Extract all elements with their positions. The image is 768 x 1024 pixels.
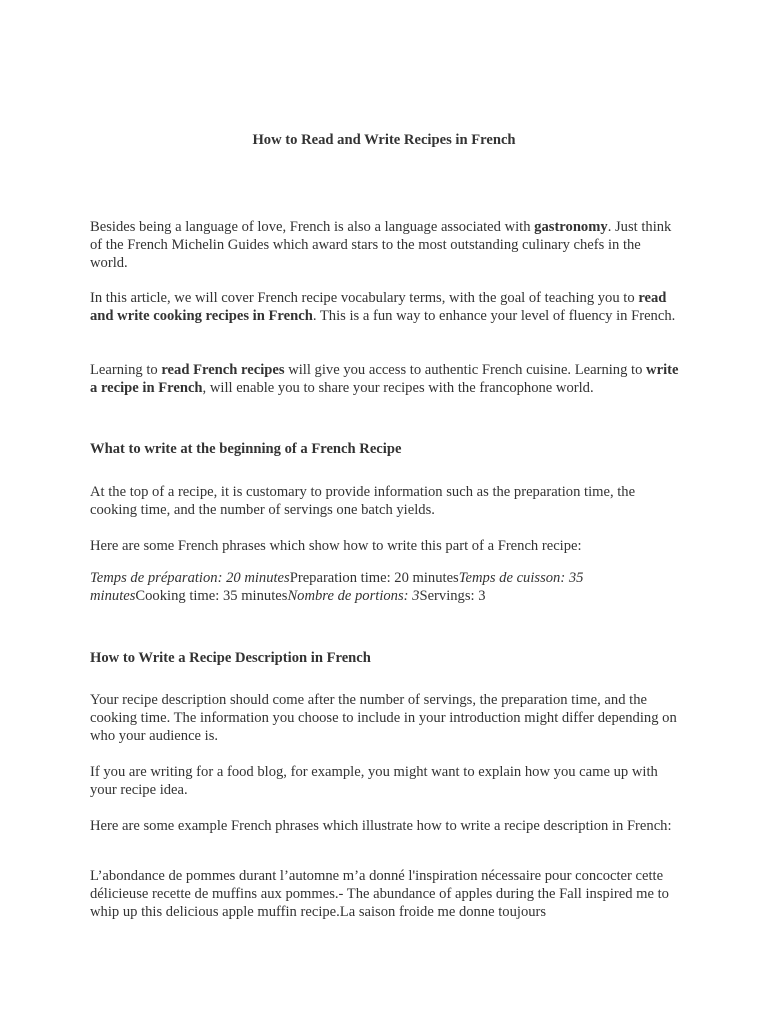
- document-title: How to Read and Write Recipes in French: [252, 132, 516, 148]
- intro-paragraph-3: [90, 361, 682, 397]
- text-run: . Just think of the French Michelin Guides which award stars to the most outstanding culinary chefs in the world.: [90, 219, 672, 271]
- text-run: will give you access to authentic French cuisine. Learning to: [284, 362, 647, 378]
- phrase-cook-english: Cooking time: 35 minutes: [135, 588, 288, 604]
- section2-paragraph-4: L’abondance de pommes durant l’automne m’a donné l'inspiration nécessaire pour concocter cette délicieuse recette de muffins aux pommes.- The abundance of apples during the Fall inspired me to whip up this delicious apple muffin recipe.La saison froide me donne toujours: [90, 868, 669, 920]
- section2-paragraph-2: If you are writing for a food blog, for example, you might want to explain how you came up with your recipe idea.: [90, 764, 658, 798]
- section-heading-description: How to Write a Recipe Description in French: [90, 650, 371, 666]
- phrase-cook-french: Temps de cuisson: 35 minutes: [90, 570, 584, 604]
- phrase-servings-english: Servings: 3: [419, 588, 486, 604]
- intro-paragraph-2: [90, 289, 682, 325]
- bold-term-read-recipes: read French recipes: [161, 362, 285, 378]
- section2-paragraph-3: Here are some example French phrases which illustrate how to write a recipe description in French:: [90, 818, 672, 834]
- text-run: , will enable you to share your recipes with the francophone world.: [202, 380, 594, 396]
- intro-paragraph-1: [90, 218, 682, 272]
- recipe-info-phrases: [90, 569, 682, 605]
- text-run: Learning to: [90, 362, 162, 378]
- bold-term-gastronomy: gastronomy: [534, 219, 608, 235]
- section-heading-beginning: What to write at the beginning of a French Recipe: [90, 441, 402, 457]
- phrase-servings-french: Nombre de portions: 3: [287, 588, 420, 604]
- section2-paragraph-1: Your recipe description should come after the number of servings, the preparation time, and the cooking time. The information you choose to include in your introduction might differ depending on who your audience is.: [90, 692, 677, 744]
- phrase-prep-english: Preparation time: 20 minutes: [289, 570, 459, 586]
- section1-paragraph-1: At the top of a recipe, it is customary to provide information such as the preparation time, the cooking time, and the number of servings one batch yields.: [90, 484, 636, 518]
- text-run: In this article, we will cover French recipe vocabulary terms, with the goal of teaching you to: [90, 290, 639, 306]
- text-run: . This is a fun way to enhance your level of fluency in French.: [312, 308, 676, 324]
- bold-term-read-write-recipes: read and write cooking recipes in French: [90, 290, 667, 324]
- section1-paragraph-2: Here are some French phrases which show how to write this part of a French recipe:: [90, 538, 582, 554]
- phrase-prep-french: Temps de préparation: 20 minutes: [90, 570, 290, 586]
- bold-term-write-recipe: write a recipe in French: [90, 362, 679, 396]
- text-run: Besides being a language of love, French is also a language associated with: [90, 219, 535, 235]
